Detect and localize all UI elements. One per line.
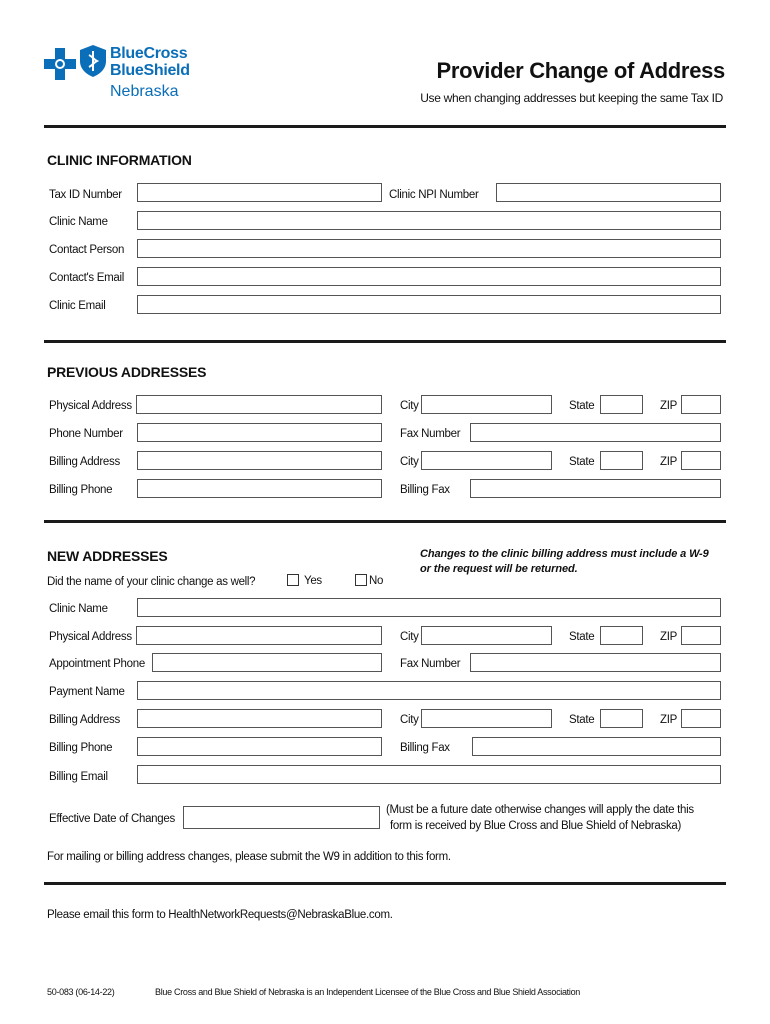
billing-email-input[interactable] xyxy=(137,765,721,784)
appointment-phone-input[interactable] xyxy=(152,653,382,672)
form-number: 50-083 (06-14-22) xyxy=(47,987,115,997)
clinic-email-input[interactable] xyxy=(137,295,721,314)
effective-date-note-line-2: form is received by Blue Cross and Blue Shield of Nebraska) xyxy=(390,820,682,832)
no-checkbox[interactable] xyxy=(355,574,367,586)
label-prev-billing-zip: ZIP xyxy=(660,456,677,468)
label-appointment-phone: Appointment Phone xyxy=(49,658,145,670)
divider xyxy=(44,882,726,885)
payment-name-input[interactable] xyxy=(137,681,721,700)
prev-fax-input[interactable] xyxy=(470,423,721,442)
label-prev-phone: Phone Number xyxy=(49,428,123,440)
prev-billing-address-input[interactable] xyxy=(137,451,382,470)
w9-requirement-note: Changes to the clinic billing address must include a W-9 or the request will be returned. xyxy=(420,548,709,575)
label-prev-billing-fax: Billing Fax xyxy=(400,484,450,496)
divider xyxy=(44,520,726,523)
label-new-billing-zip: ZIP xyxy=(660,714,677,726)
prev-billing-state-input[interactable] xyxy=(600,451,643,470)
label-new-fax: Fax Number xyxy=(400,658,461,670)
label-prev-city: City xyxy=(400,400,419,412)
label-prev-zip: ZIP xyxy=(660,400,677,412)
label-prev-billing-city: City xyxy=(400,456,419,468)
label-new-billing-address: Billing Address xyxy=(49,714,120,726)
label-prev-state: State xyxy=(569,400,595,412)
brand-line-1: BlueCross xyxy=(110,45,188,62)
new-physical-address-input[interactable] xyxy=(136,626,382,645)
new-state-input[interactable] xyxy=(600,626,643,645)
label-new-physical-address: Physical Address xyxy=(49,631,132,643)
tax-id-input[interactable] xyxy=(137,183,382,202)
label-yes: Yes xyxy=(304,575,322,587)
clinic-name-input[interactable] xyxy=(137,211,721,230)
label-new-state: State xyxy=(569,631,595,643)
label-name-change-question: Did the name of your clinic change as well? xyxy=(47,576,256,588)
label-contact-person: Contact Person xyxy=(49,244,125,256)
label-billing-email: Billing Email xyxy=(49,771,108,783)
label-prev-physical-address: Physical Address xyxy=(49,400,132,412)
prev-billing-zip-input[interactable] xyxy=(681,451,721,470)
blue-shield-icon xyxy=(80,45,106,77)
blue-cross-icon xyxy=(44,48,76,80)
label-new-clinic-name: Clinic Name xyxy=(49,603,108,615)
new-billing-phone-input[interactable] xyxy=(137,737,382,756)
logo xyxy=(44,44,204,104)
section-heading-clinic: CLINIC INFORMATION xyxy=(47,152,192,168)
label-new-billing-state: State xyxy=(569,714,595,726)
new-billing-fax-input[interactable] xyxy=(472,737,721,756)
new-zip-input[interactable] xyxy=(681,626,721,645)
label-clinic-npi: Clinic NPI Number xyxy=(389,189,479,201)
prev-state-input[interactable] xyxy=(600,395,643,414)
section-heading-previous: PREVIOUS ADDRESSES xyxy=(47,364,207,380)
label-prev-billing-phone: Billing Phone xyxy=(49,484,113,496)
new-fax-input[interactable] xyxy=(470,653,721,672)
page-subtitle: Use when changing addresses but keeping the same Tax ID xyxy=(420,91,723,105)
label-prev-fax: Fax Number xyxy=(400,428,461,440)
clinic-npi-input[interactable] xyxy=(496,183,721,202)
new-billing-address-input[interactable] xyxy=(137,709,382,728)
label-clinic-name: Clinic Name xyxy=(49,216,108,228)
contact-email-input[interactable] xyxy=(137,267,721,286)
contact-person-input[interactable] xyxy=(137,239,721,258)
prev-billing-city-input[interactable] xyxy=(421,451,552,470)
prev-billing-phone-input[interactable] xyxy=(137,479,382,498)
label-new-billing-city: City xyxy=(400,714,419,726)
new-billing-city-input[interactable] xyxy=(421,709,552,728)
prev-city-input[interactable] xyxy=(421,395,552,414)
brand-line-3: Nebraska xyxy=(110,83,179,100)
new-clinic-name-input[interactable] xyxy=(137,598,721,617)
label-new-billing-fax: Billing Fax xyxy=(400,742,450,754)
prev-physical-address-input[interactable] xyxy=(136,395,382,414)
label-prev-billing-state: State xyxy=(569,456,595,468)
label-contact-email: Contact's Email xyxy=(49,272,125,284)
licensee-disclaimer: Blue Cross and Blue Shield of Nebraska is an Independent Licensee of the Blue Cross and Blue Shield Association xyxy=(155,987,580,997)
prev-phone-input[interactable] xyxy=(137,423,382,442)
section-heading-new: NEW ADDRESSES xyxy=(47,548,168,564)
label-new-city: City xyxy=(400,631,419,643)
prev-billing-fax-input[interactable] xyxy=(470,479,721,498)
effective-date-input[interactable] xyxy=(183,806,380,829)
label-effective-date: Effective Date of Changes xyxy=(49,813,175,825)
w9-submission-note: For mailing or billing address changes, please submit the W9 in addition to this form. xyxy=(47,851,451,863)
new-billing-state-input[interactable] xyxy=(600,709,643,728)
brand-line-2: BlueShield xyxy=(110,62,190,79)
email-instructions: Please email this form to HealthNetworkRequests@NebraskaBlue.com. xyxy=(47,909,393,921)
label-tax-id: Tax ID Number xyxy=(49,189,122,201)
label-no: No xyxy=(369,575,384,587)
divider xyxy=(44,125,726,128)
label-new-zip: ZIP xyxy=(660,631,677,643)
new-city-input[interactable] xyxy=(421,626,552,645)
label-payment-name: Payment Name xyxy=(49,686,125,698)
prev-zip-input[interactable] xyxy=(681,395,721,414)
divider xyxy=(44,340,726,343)
page-title: Provider Change of Address xyxy=(436,58,725,83)
label-prev-billing-address: Billing Address xyxy=(49,456,120,468)
yes-checkbox[interactable] xyxy=(287,574,299,586)
label-new-billing-phone: Billing Phone xyxy=(49,742,113,754)
label-clinic-email: Clinic Email xyxy=(49,300,106,312)
new-billing-zip-input[interactable] xyxy=(681,709,721,728)
effective-date-note-line-1: (Must be a future date otherwise changes will apply the date this xyxy=(386,804,694,816)
